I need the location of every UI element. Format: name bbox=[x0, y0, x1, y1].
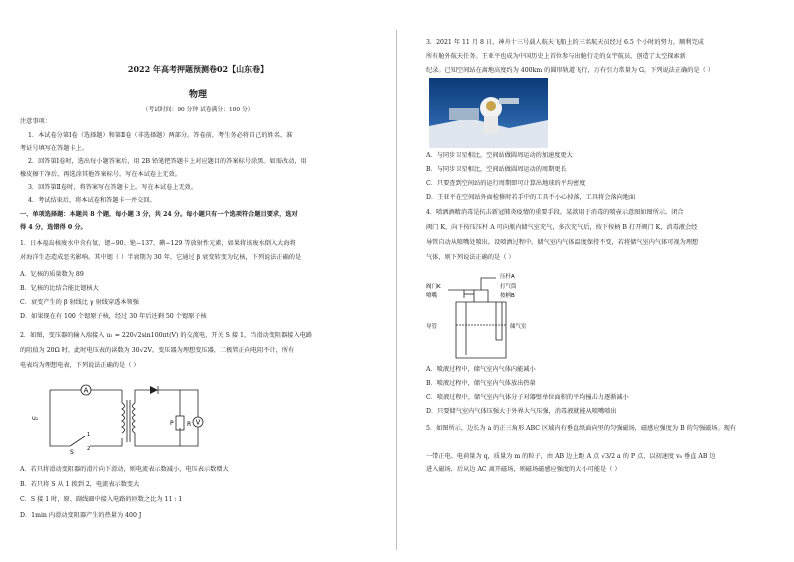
question-3-option: A．与同步卫星相比，空间站做圆周运动的加速度更大 bbox=[426, 152, 573, 159]
question-4-line: 气体，则下列说法正确的是（ ） bbox=[426, 254, 515, 261]
note-line: 考证号填写在答题卡上。 bbox=[20, 145, 89, 152]
terminal-1-label: 1 bbox=[87, 432, 91, 438]
question-4-option: C．喷液过程中，储气室内气体分子对器壁单位面积的平均撞击力逐渐减小 bbox=[426, 394, 629, 401]
question-4-line: 导管自动从喷嘴处喷出。设喷洒过程中，储气室内气体温度保持不变，若将储气室内气体可视为理想 bbox=[426, 239, 699, 246]
exam-meta: （考试时间：90 分钟 试卷满分：100 分） bbox=[142, 107, 254, 113]
question-2-option: B．若只将 S 从 1 拨到 2，电流表示数变大 bbox=[20, 481, 140, 488]
left-column bbox=[0, 0, 396, 562]
question-4-option: B．喷液过程中，储气室内气体放出热量 bbox=[426, 380, 536, 387]
question-5-line: 一带正电、电荷量为 q，质量为 m 的粒子，由 AB 边上距 A 点 √3/2 a 的 P 点，以初速度 v₀ 垂直 AB 边 bbox=[426, 453, 716, 460]
exam-title: 2022 年高考押题预测卷02【山东卷】 bbox=[127, 64, 269, 74]
question-4-line: 4．喷洒酒精消毒是抗击新冠肺炎疫情的重要手段。某款用于消毒的喷壶示意图如图所示。闭合 bbox=[426, 209, 684, 216]
question-1-option: B．钇核的比结合能比锶核大 bbox=[20, 285, 99, 292]
question-1-option: A．钇核的质量数为 89 bbox=[20, 271, 84, 278]
question-5-line: 进入磁场，后从边 AC 离开磁场，则磁场磁感应强度的大小可能是（ ） bbox=[426, 466, 621, 473]
question-3-line: 纪录。已知空间站在离地高度约为 400km 的圆形轨道飞行，万有引力常量为 G，下列说法正确的是（ ） bbox=[426, 67, 714, 74]
section-heading: 一、单项选择题：本题共 8 个题，每小题 3 分，共 24 分。每小题只有一个选项符合题目要求，选对 bbox=[20, 211, 298, 218]
question-2-option: C．S 接 1 时，原、副线圈中接入电路的匝数之比为 11 : 1 bbox=[20, 496, 183, 503]
pump-label: 打气筒 bbox=[500, 284, 517, 290]
question-2-line: 2．如图，变压器的输入端接入 u₁ = 220√2sin100πt(V) 的交流电，开关 S 接 1，当滑动变阻器接入电路 bbox=[20, 332, 313, 339]
note-line: 橡皮擦干净后，再选涂其他答案标号。写在本试卷上无效。 bbox=[20, 171, 181, 178]
question-4-option: D．只要储气室内气体压强大于外界大气压强，消毒液就能从喷嘴喷出 bbox=[426, 408, 617, 415]
question-1-line: 1．日本福岛核废水中含有氚、锶−90、铯−137、碘−129 等放射性元素，如果将该废水倒入大海将 bbox=[20, 240, 296, 247]
question-2-option: D．1min 内滑动变阻器产生的热量为 400 J bbox=[20, 512, 142, 519]
question-1-option: C．衰变产生的 β 射线比 γ 射线穿透本领强 bbox=[20, 299, 139, 306]
question-2-option: A．若只将滑动变阻器的滑片向下滑动，则电流表示数减小，电压表示数增大 bbox=[20, 466, 229, 473]
slider-label: P bbox=[170, 420, 174, 427]
resistor-label: R bbox=[187, 421, 192, 428]
nozzle-label: 喷嘴 bbox=[426, 293, 438, 299]
question-1-option: D．如果现在有 100 个锶原子核，经过 30 年后还剩 50 个锶原子核 bbox=[20, 313, 207, 320]
question-2-line: 的阻值为 20Ω 时，此时电压表的读数为 30√2V。变压器为理想变压器，二极管正向电阻不计，所有 bbox=[20, 347, 295, 354]
astronaut-photo bbox=[429, 78, 548, 148]
note-line: 3．回答第Ⅱ卷时，将答案写在答题卡上。写在本试卷上无效。 bbox=[28, 184, 198, 191]
input-voltage-label: u₁ bbox=[32, 415, 39, 422]
question-5-line: 5．如图所示，边长为 a 的正三角形 ABC 区域内有垂直纸面向里的匀强磁场，磁感应强度为 B 的匀强磁场。现有 bbox=[426, 425, 737, 432]
question-1-line: 对海洋生态造成恶劣影响。其中锶（ ）半衰期为 30 年，它通过 β 衰变转变为钇核，下列说法正确的是 bbox=[20, 254, 302, 261]
press-rod-label: 压杆A bbox=[500, 274, 515, 280]
note-line: 4．考试结束后，将本试卷和答题卡一并交回。 bbox=[28, 197, 156, 204]
notes-heading: 注意事项： bbox=[20, 118, 51, 125]
question-3-option: B．与同步卫星相比，空间站做圆周运动的周期更长 bbox=[426, 166, 567, 173]
handle-label: 按柄B bbox=[500, 293, 515, 299]
chamber-label: 储气室 bbox=[510, 324, 527, 330]
tube-label: 导管 bbox=[426, 324, 438, 330]
spray-bottle-diagram bbox=[426, 270, 536, 362]
question-4-option: A．喷液过程中，储气室内气体内能减小 bbox=[426, 366, 536, 373]
voltmeter-label: V bbox=[195, 418, 201, 427]
section-heading: 得 4 分，选错得 0 分。 bbox=[20, 224, 87, 231]
note-line: 1．本试卷分第Ⅰ卷（选择题）和第Ⅱ卷（非选择题）两部分。答卷前，考生务必将自己的姓名、准 bbox=[28, 132, 293, 139]
question-3-line: 所有舱外航天任务。王亚平也成为中国历史上首位参与出舱行走的女宇航员，创造了太空探索新 bbox=[426, 53, 686, 60]
note-line: 2．回答第Ⅰ卷时，选出每小题答案后，用 2B 铅笔把答题卡上对应题目的答案标号涂黑。如需改动，用 bbox=[28, 158, 307, 165]
question-4-line: 阀门 K，向下按压压杆 A 可向瓶内储气室充气，多次充气后，按下按柄 B 打开阀门 K，消毒液会经 bbox=[426, 224, 698, 231]
valve-label: 阀门K bbox=[426, 284, 441, 290]
question-3-option: C．只要查到空间站的运行周期即可计算出地球的平均密度 bbox=[426, 180, 586, 187]
switch-label: S bbox=[70, 449, 74, 456]
subject-title: 物理 bbox=[188, 90, 207, 100]
question-2-line: 电表均为理想电表，下列说法正确的是（ ） bbox=[20, 362, 140, 369]
question-3-option: D．王亚平在空间站外面检修时若手中的工具不小心掉落，工具将会落向地面 bbox=[426, 194, 636, 201]
question-3-line: 3．2021 年 11 月 8 日，神舟十三号载人航天飞船上的三名航天员经过 6.5 个小时的努力，顺利完成 bbox=[426, 39, 704, 46]
ammeter-label: A bbox=[83, 386, 89, 395]
transformer-circuit-diagram bbox=[30, 378, 220, 458]
terminal-2-label: 2 bbox=[87, 446, 91, 452]
